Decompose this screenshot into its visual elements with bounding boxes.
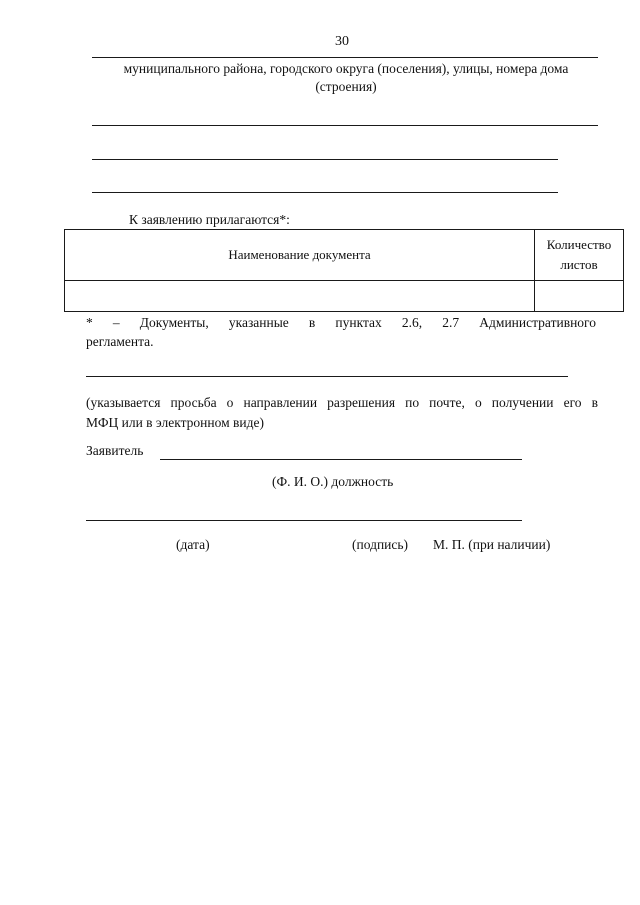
footnote-line2: регламента. — [86, 334, 154, 349]
table-cell-sheet-count[interactable] — [535, 281, 624, 312]
footnote-line1: * – Документы, указанные в пунктах 2.6, 2.7 Административного — [86, 315, 596, 330]
request-caption — [86, 393, 598, 433]
page-number: 30 — [335, 34, 349, 49]
address-caption-line1: муниципального района, городского округа (поселения), улицы, номера дома — [123, 61, 569, 76]
address-caption — [90, 60, 602, 96]
attachments-heading: К заявлению прилагаются*: — [129, 212, 290, 227]
signature-caption: (подпись) — [352, 537, 409, 552]
date-caption: (дата) — [176, 537, 210, 552]
request-caption-line1: (указывается просьба о направлении разрешения по почте, о получении его в — [86, 395, 598, 410]
request-caption-line2: МФЦ или в электронном виде) — [86, 415, 264, 430]
request-blank-line — [86, 376, 568, 377]
attachments-table — [64, 229, 624, 312]
footnote — [86, 313, 596, 351]
address-caption-line2: (строения) — [315, 79, 377, 94]
column-header-sheet-count — [535, 230, 624, 281]
blank-line-1 — [92, 125, 598, 126]
column-header-sheet-count-line2: листов — [560, 257, 598, 272]
table-header-row — [65, 230, 624, 281]
applicant-blank-line — [160, 459, 522, 460]
stamp-caption: М. П. (при наличии) — [433, 537, 551, 552]
column-header-sheet-count-line1: Количество — [546, 237, 612, 252]
column-header-document-name: Наименование документа — [65, 230, 535, 281]
table-cell-document-name[interactable] — [65, 281, 535, 312]
address-rule-top — [92, 57, 598, 58]
applicant-label: Заявитель — [86, 443, 144, 458]
blank-line-3 — [92, 192, 558, 193]
fio-caption: (Ф. И. О.) должность — [272, 474, 394, 489]
table-row — [65, 281, 624, 312]
date-signature-blank-line — [86, 520, 522, 521]
blank-line-2 — [92, 159, 558, 160]
